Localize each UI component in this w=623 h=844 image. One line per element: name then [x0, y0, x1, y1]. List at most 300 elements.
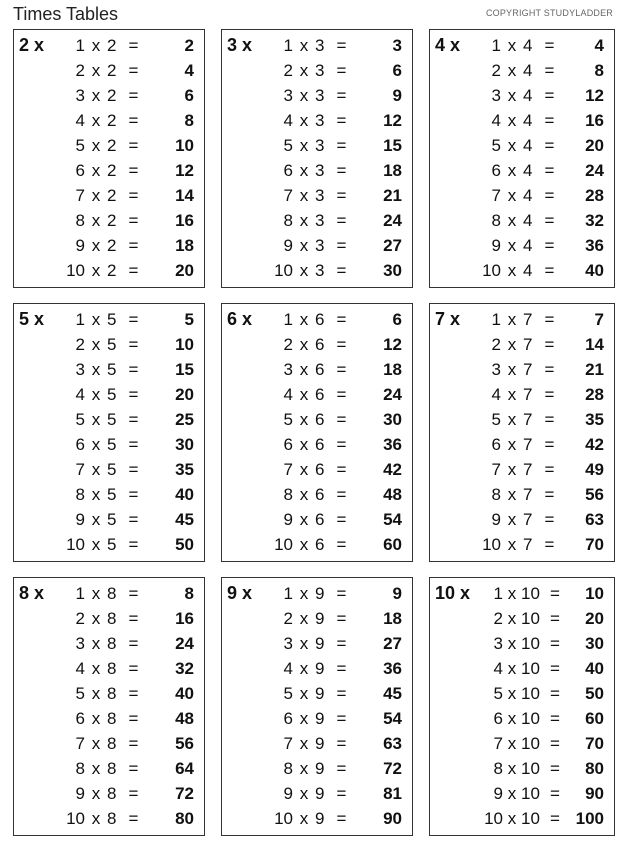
product: 30 — [585, 633, 604, 653]
equals-sign: = — [336, 808, 347, 828]
times-sign: x — [507, 608, 517, 628]
multiplier: 7 — [283, 185, 293, 205]
multiplier: 10 — [66, 808, 85, 828]
table-row — [227, 706, 402, 731]
times-sign: x — [299, 509, 309, 529]
multiplier: 7 — [493, 733, 503, 753]
multiplicand: 7 — [523, 334, 533, 354]
table-row — [227, 158, 402, 183]
multiplicand: 8 — [107, 708, 117, 728]
multiplier: 10 — [66, 534, 85, 554]
multiplier: 4 — [75, 658, 85, 678]
times-sign: x — [507, 683, 517, 703]
table-row — [227, 58, 402, 83]
product: 20 — [175, 260, 194, 280]
times-sign: x — [507, 509, 517, 529]
times-sign: x — [507, 185, 517, 205]
times-sign: x — [507, 309, 517, 329]
table-row — [227, 382, 402, 407]
equals-sign: = — [336, 334, 347, 354]
times-sign: x — [507, 210, 517, 230]
table-row — [19, 258, 194, 283]
multiplicand: 7 — [523, 434, 533, 454]
multiplicand: 8 — [107, 633, 117, 653]
equals-sign: = — [128, 509, 139, 529]
multiplicand: 3 — [315, 210, 325, 230]
multiplicand: 9 — [315, 808, 325, 828]
multiplier: 1 — [75, 35, 85, 55]
product: 12 — [585, 85, 604, 105]
table-row — [435, 258, 604, 283]
multiplicand: 3 — [315, 35, 325, 55]
multiplier: 3 — [491, 359, 501, 379]
table-row — [19, 681, 194, 706]
multiplicand: 2 — [107, 185, 117, 205]
product: 12 — [175, 160, 194, 180]
multiplier: 6 — [75, 434, 85, 454]
product: 25 — [175, 409, 194, 429]
multiplicand: 3 — [315, 185, 325, 205]
multiplicand: 4 — [523, 35, 533, 55]
times-sign: x — [91, 85, 101, 105]
times-sign: x — [299, 733, 309, 753]
table-row — [227, 133, 402, 158]
equals-sign: = — [128, 758, 139, 778]
table-row — [227, 183, 402, 208]
product: 6 — [392, 309, 402, 329]
times-sign: x — [91, 633, 101, 653]
product: 18 — [383, 608, 402, 628]
equals-sign: = — [128, 235, 139, 255]
times-sign: x — [299, 633, 309, 653]
multiplier: 8 — [283, 210, 293, 230]
table-row — [227, 83, 402, 108]
product: 63 — [585, 509, 604, 529]
product: 70 — [585, 534, 604, 554]
multiplicand: 10 — [521, 608, 540, 628]
table-panel-6 — [221, 303, 413, 562]
table-row — [435, 133, 604, 158]
equals-sign: = — [128, 708, 139, 728]
equals-sign: = — [544, 534, 555, 554]
multiplicand: 5 — [107, 459, 117, 479]
multiplier: 6 — [491, 160, 501, 180]
table-row — [435, 407, 604, 432]
multiplicand: 8 — [107, 808, 117, 828]
equals-sign: = — [128, 583, 139, 603]
table-row — [227, 631, 402, 656]
times-sign: x — [91, 309, 101, 329]
table-row — [227, 208, 402, 233]
times-sign: x — [91, 260, 101, 280]
table-row — [435, 656, 604, 681]
equals-sign: = — [128, 658, 139, 678]
product: 81 — [383, 783, 402, 803]
multiplicand: 2 — [107, 110, 117, 130]
times-sign: x — [299, 85, 309, 105]
product: 40 — [175, 683, 194, 703]
product: 54 — [383, 509, 402, 529]
multiplier: 2 — [493, 608, 503, 628]
multiplier: 6 — [75, 160, 85, 180]
product: 35 — [175, 459, 194, 479]
table-row — [19, 606, 194, 631]
multiplier: 2 — [75, 60, 85, 80]
product: 21 — [585, 359, 604, 379]
times-sign: x — [91, 235, 101, 255]
equals-sign: = — [336, 783, 347, 803]
multiplier: 2 — [283, 608, 293, 628]
multiplicand: 5 — [107, 484, 117, 504]
table-heading: 6 x — [227, 309, 253, 329]
times-tables-grid — [13, 29, 615, 837]
equals-sign: = — [336, 534, 347, 554]
multiplicand: 5 — [107, 534, 117, 554]
multiplier: 2 — [491, 334, 501, 354]
table-row — [19, 532, 194, 557]
equals-sign: = — [128, 135, 139, 155]
equals-sign: = — [544, 210, 555, 230]
times-sign: x — [299, 235, 309, 255]
multiplicand: 9 — [315, 658, 325, 678]
product: 48 — [383, 484, 402, 504]
multiplier: 2 — [75, 608, 85, 628]
multiplicand: 6 — [315, 434, 325, 454]
times-sign: x — [91, 758, 101, 778]
table-row — [435, 507, 604, 532]
multiplicand: 4 — [523, 110, 533, 130]
multiplicand: 9 — [315, 783, 325, 803]
equals-sign: = — [336, 633, 347, 653]
multiplier: 10 — [66, 260, 85, 280]
product: 32 — [175, 658, 194, 678]
equals-sign: = — [128, 60, 139, 80]
equals-sign: = — [336, 260, 347, 280]
multiplicand: 6 — [315, 509, 325, 529]
table-row — [19, 631, 194, 656]
equals-sign: = — [550, 733, 560, 753]
times-sign: x — [507, 434, 517, 454]
table-row — [435, 457, 604, 482]
multiplicand: 10 — [521, 583, 540, 603]
times-sign: x — [91, 583, 101, 603]
multiplicand: 7 — [523, 459, 533, 479]
product: 3 — [392, 35, 402, 55]
equals-sign: = — [128, 185, 139, 205]
times-sign: x — [507, 334, 517, 354]
multiplier: 3 — [491, 85, 501, 105]
table-row — [435, 332, 604, 357]
multiplier: 3 — [75, 359, 85, 379]
table-panel-8 — [13, 577, 205, 836]
product: 63 — [383, 733, 402, 753]
table-row — [19, 357, 194, 382]
times-sign: x — [507, 583, 517, 603]
multiplier: 4 — [491, 110, 501, 130]
product: 56 — [585, 484, 604, 504]
equals-sign: = — [550, 708, 560, 728]
multiplier: 3 — [283, 85, 293, 105]
multiplier: 2 — [491, 60, 501, 80]
equals-sign: = — [336, 434, 347, 454]
multiplicand: 7 — [523, 509, 533, 529]
product: 10 — [175, 334, 194, 354]
times-sign: x — [299, 359, 309, 379]
product: 5 — [184, 309, 194, 329]
equals-sign: = — [128, 160, 139, 180]
equals-sign: = — [128, 210, 139, 230]
multiplicand: 10 — [521, 633, 540, 653]
multiplier: 10 — [482, 260, 501, 280]
equals-sign: = — [544, 235, 555, 255]
product: 72 — [175, 783, 194, 803]
equals-sign: = — [336, 35, 347, 55]
multiplier: 7 — [491, 185, 501, 205]
product: 30 — [383, 409, 402, 429]
multiplicand: 3 — [315, 85, 325, 105]
product: 9 — [392, 583, 402, 603]
equals-sign: = — [544, 35, 555, 55]
multiplier: 4 — [75, 110, 85, 130]
product: 18 — [383, 160, 402, 180]
multiplicand: 5 — [107, 309, 117, 329]
product: 24 — [585, 160, 604, 180]
multiplicand: 5 — [107, 409, 117, 429]
multiplier: 4 — [283, 110, 293, 130]
multiplicand: 5 — [107, 509, 117, 529]
times-sign: x — [299, 534, 309, 554]
equals-sign: = — [336, 509, 347, 529]
equals-sign: = — [128, 260, 139, 280]
table-row — [19, 382, 194, 407]
multiplicand: 6 — [315, 534, 325, 554]
times-sign: x — [507, 35, 517, 55]
multiplicand: 10 — [521, 658, 540, 678]
times-sign: x — [507, 808, 517, 828]
multiplier: 9 — [493, 783, 503, 803]
times-sign: x — [91, 334, 101, 354]
times-sign: x — [507, 633, 517, 653]
multiplicand: 2 — [107, 235, 117, 255]
multiplicand: 8 — [107, 758, 117, 778]
multiplier: 6 — [283, 434, 293, 454]
times-sign: x — [507, 758, 517, 778]
times-sign: x — [91, 484, 101, 504]
equals-sign: = — [550, 683, 560, 703]
multiplier: 6 — [283, 160, 293, 180]
table-row — [227, 731, 402, 756]
product: 10 — [175, 135, 194, 155]
multiplicand: 5 — [107, 359, 117, 379]
table-row — [19, 233, 194, 258]
multiplier: 8 — [283, 758, 293, 778]
times-sign: x — [507, 110, 517, 130]
times-sign: x — [91, 359, 101, 379]
equals-sign: = — [544, 110, 555, 130]
times-sign: x — [91, 459, 101, 479]
multiplier: 9 — [75, 509, 85, 529]
multiplier: 4 — [491, 384, 501, 404]
product: 100 — [575, 808, 604, 828]
table-heading: 5 x — [19, 309, 45, 329]
multiplier: 10 — [274, 808, 293, 828]
table-row — [19, 158, 194, 183]
multiplicand: 10 — [521, 708, 540, 728]
table-row — [19, 482, 194, 507]
equals-sign: = — [550, 808, 560, 828]
product: 15 — [175, 359, 194, 379]
product: 35 — [585, 409, 604, 429]
equals-sign: = — [544, 334, 555, 354]
multiplicand: 7 — [523, 484, 533, 504]
multiplier: 7 — [75, 459, 85, 479]
table-row — [435, 781, 604, 806]
product: 10 — [585, 583, 604, 603]
times-sign: x — [91, 608, 101, 628]
table-row — [19, 183, 194, 208]
multiplier: 10 — [274, 260, 293, 280]
multiplicand: 4 — [523, 260, 533, 280]
multiplicand: 9 — [315, 758, 325, 778]
times-sign: x — [299, 708, 309, 728]
table-row — [19, 756, 194, 781]
equals-sign: = — [544, 185, 555, 205]
multiplicand: 3 — [315, 60, 325, 80]
multiplier: 1 — [283, 35, 293, 55]
multiplicand: 4 — [523, 235, 533, 255]
multiplier: 9 — [75, 235, 85, 255]
times-sign: x — [507, 235, 517, 255]
product: 40 — [585, 260, 604, 280]
equals-sign: = — [544, 85, 555, 105]
multiplier: 8 — [491, 484, 501, 504]
product: 16 — [175, 210, 194, 230]
multiplicand: 7 — [523, 309, 533, 329]
times-sign: x — [299, 384, 309, 404]
times-sign: x — [91, 708, 101, 728]
multiplier: 7 — [75, 185, 85, 205]
multiplier: 1 — [493, 583, 503, 603]
table-row — [435, 382, 604, 407]
equals-sign: = — [336, 235, 347, 255]
table-heading: 2 x — [19, 35, 45, 55]
multiplicand: 8 — [107, 583, 117, 603]
table-row — [19, 33, 194, 58]
table-row — [435, 208, 604, 233]
times-sign: x — [299, 783, 309, 803]
multiplier: 5 — [491, 135, 501, 155]
multiplier: 9 — [283, 783, 293, 803]
table-panel-5 — [13, 303, 205, 562]
equals-sign: = — [128, 459, 139, 479]
times-sign: x — [299, 583, 309, 603]
table-row — [435, 606, 604, 631]
multiplier: 7 — [283, 459, 293, 479]
product: 14 — [175, 185, 194, 205]
product: 4 — [184, 60, 194, 80]
product: 18 — [175, 235, 194, 255]
multiplicand: 4 — [523, 85, 533, 105]
times-sign: x — [507, 135, 517, 155]
equals-sign: = — [336, 359, 347, 379]
table-heading: 10 x — [435, 583, 471, 603]
multiplicand: 10 — [521, 683, 540, 703]
multiplier: 2 — [283, 334, 293, 354]
multiplicand: 2 — [107, 260, 117, 280]
multiplicand: 3 — [315, 260, 325, 280]
table-row — [227, 233, 402, 258]
equals-sign: = — [128, 484, 139, 504]
multiplicand: 8 — [107, 608, 117, 628]
equals-sign: = — [128, 409, 139, 429]
product: 56 — [175, 733, 194, 753]
table-row — [435, 83, 604, 108]
table-panel-9 — [221, 577, 413, 836]
multiplier: 3 — [283, 359, 293, 379]
product: 7 — [594, 309, 604, 329]
table-row — [227, 457, 402, 482]
times-sign: x — [299, 683, 309, 703]
product: 60 — [585, 708, 604, 728]
multiplier: 4 — [75, 384, 85, 404]
product: 12 — [383, 110, 402, 130]
times-sign: x — [299, 210, 309, 230]
multiplicand: 5 — [107, 334, 117, 354]
equals-sign: = — [336, 484, 347, 504]
multiplier: 4 — [283, 658, 293, 678]
equals-sign: = — [336, 583, 347, 603]
table-row — [19, 806, 194, 831]
table-row — [19, 58, 194, 83]
multiplier: 10 — [482, 534, 501, 554]
times-sign: x — [507, 60, 517, 80]
multiplicand: 9 — [315, 608, 325, 628]
multiplier: 4 — [283, 384, 293, 404]
times-sign: x — [299, 160, 309, 180]
times-sign: x — [91, 160, 101, 180]
multiplicand: 8 — [107, 783, 117, 803]
table-row — [19, 307, 194, 332]
table-row — [227, 307, 402, 332]
multiplier: 5 — [283, 409, 293, 429]
multiplier: 5 — [493, 683, 503, 703]
equals-sign: = — [336, 658, 347, 678]
equals-sign: = — [128, 434, 139, 454]
times-sign: x — [91, 683, 101, 703]
table-panel-10 — [429, 577, 615, 836]
table-heading: 4 x — [435, 35, 461, 55]
product: 50 — [175, 534, 194, 554]
product: 24 — [175, 633, 194, 653]
equals-sign: = — [550, 608, 560, 628]
multiplier: 3 — [493, 633, 503, 653]
times-sign: x — [299, 608, 309, 628]
multiplier: 5 — [491, 409, 501, 429]
times-sign: x — [299, 309, 309, 329]
equals-sign: = — [336, 210, 347, 230]
product: 28 — [585, 384, 604, 404]
product: 40 — [585, 658, 604, 678]
product: 42 — [383, 459, 402, 479]
table-row — [227, 781, 402, 806]
equals-sign: = — [128, 309, 139, 329]
times-sign: x — [507, 409, 517, 429]
product: 21 — [383, 185, 402, 205]
multiplier: 3 — [283, 633, 293, 653]
multiplicand: 6 — [315, 409, 325, 429]
table-row — [227, 482, 402, 507]
product: 8 — [594, 60, 604, 80]
